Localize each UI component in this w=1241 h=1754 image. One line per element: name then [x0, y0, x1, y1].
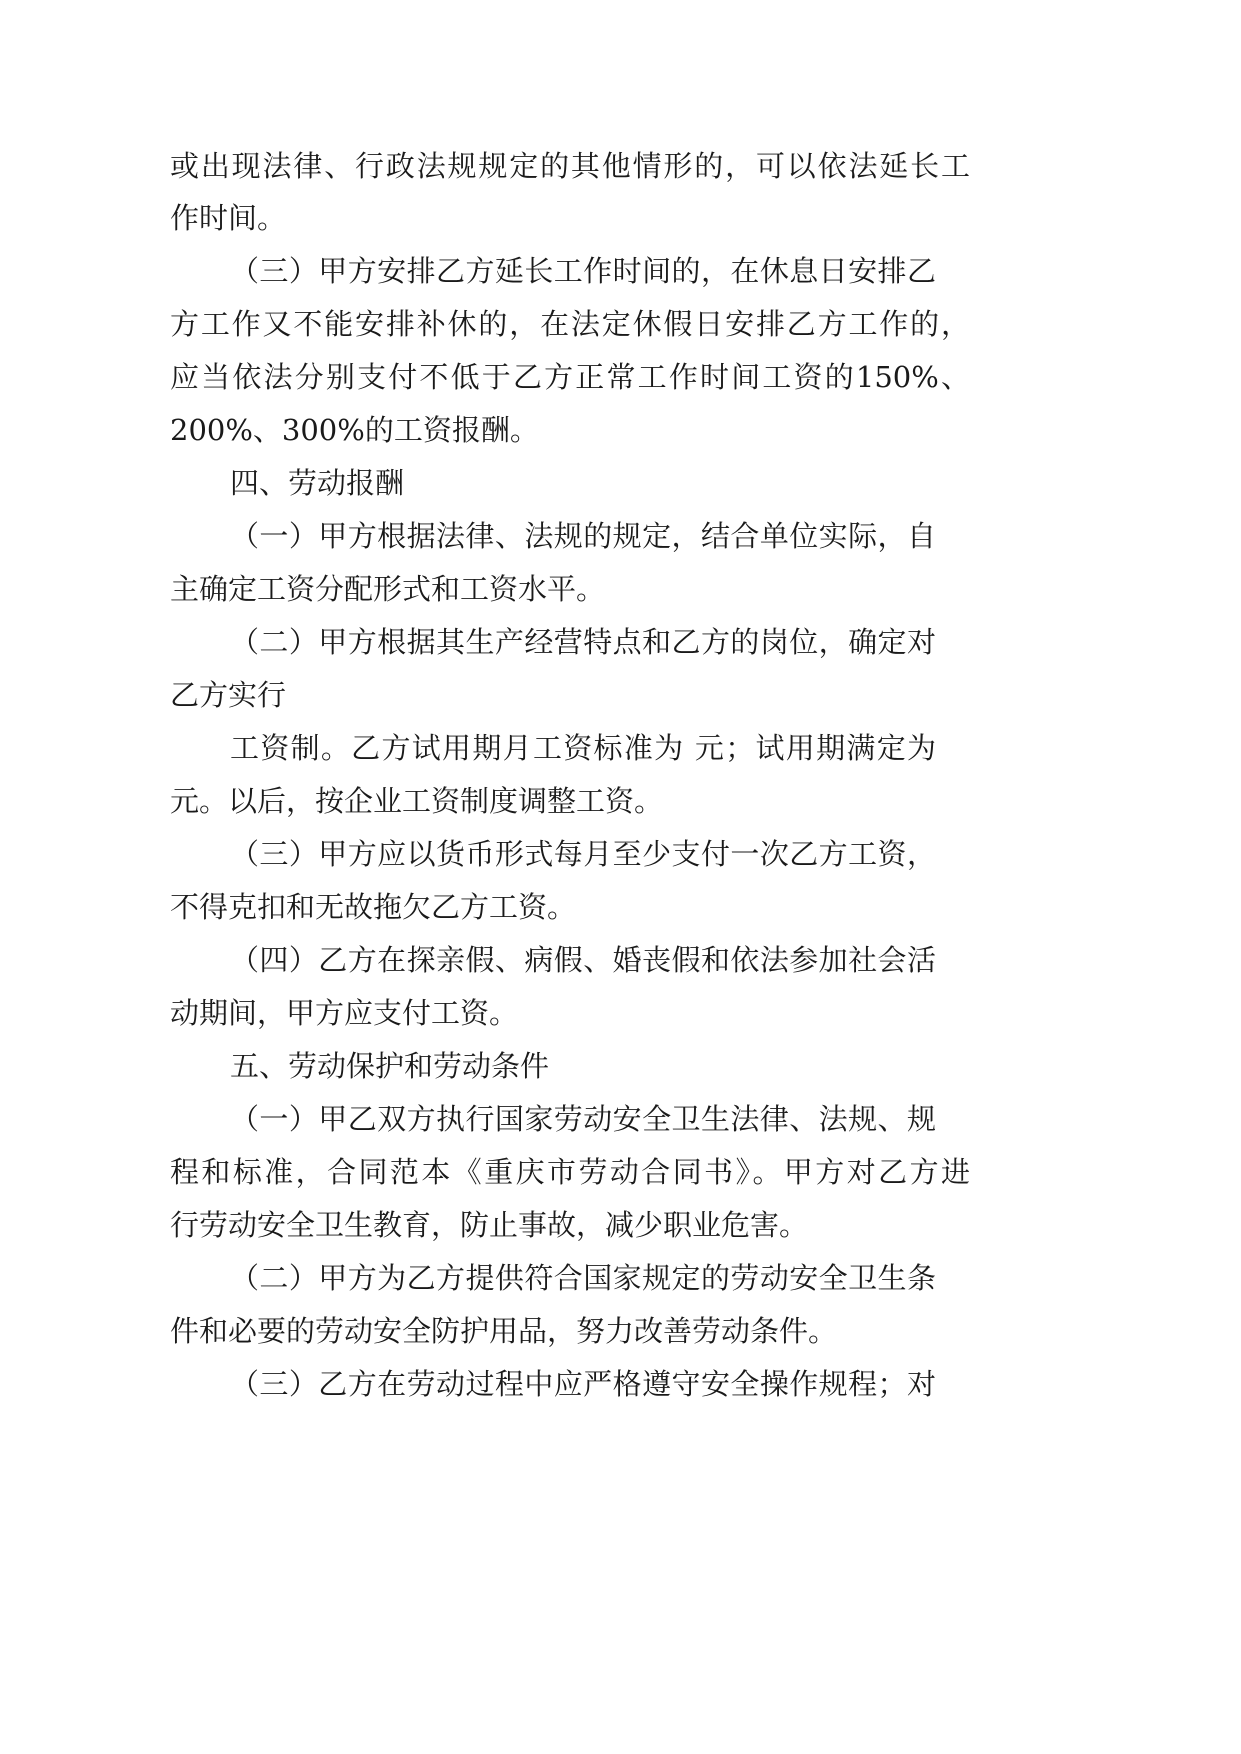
text-line: 程和标准，合同范本《重庆市劳动合同书》。甲方对乙方进 — [170, 1155, 970, 1189]
text-line: 200%、300%的工资报酬。 — [170, 413, 539, 447]
text-line: 工资制。乙方试用期月工资标准为 元；试用期满定为 — [230, 731, 936, 765]
text-line: （二）甲方根据其生产经营特点和乙方的岗位，确定对 — [230, 625, 936, 659]
section-heading: 四、劳动报酬 — [230, 466, 405, 500]
text-line: 或出现法律、行政法规规定的其他情形的，可以依法延长工 — [170, 149, 970, 183]
text-line: 方工作又不能安排补休的，在法定休假日安排乙方工作的， — [170, 307, 970, 341]
section-heading: 五、劳动保护和劳动条件 — [230, 1049, 550, 1083]
text-line: 主确定工资分配形式和工资水平。 — [170, 572, 606, 606]
text-line: 动期间，甲方应支付工资。 — [170, 996, 519, 1030]
text-line: 乙方实行 — [170, 678, 287, 712]
text-line: 作时间。 — [170, 201, 287, 235]
text-line: （三）乙方在劳动过程中应严格遵守安全操作规程；对 — [230, 1367, 936, 1401]
text-line: （一）甲方根据法律、法规的规定，结合单位实际，自 — [230, 519, 936, 553]
text-line: （二）甲方为乙方提供符合国家规定的劳动安全卫生条 — [230, 1261, 936, 1295]
text-line: 不得克扣和无故拖欠乙方工资。 — [170, 890, 577, 924]
text-line: 件和必要的劳动安全防护用品，努力改善劳动条件。 — [170, 1314, 838, 1348]
text-line: 行劳动安全卫生教育，防止事故，减少职业危害。 — [170, 1208, 809, 1242]
text-line: 应当依法分别支付不低于乙方正常工作时间工资的150%、 — [170, 360, 970, 394]
text-line: （四）乙方在探亲假、病假、婚丧假和依法参加社会活 — [230, 943, 936, 977]
text-line: 元。以后，按企业工资制度调整工资。 — [170, 784, 664, 818]
text-line: （三）甲方应以货币形式每月至少支付一次乙方工资， — [230, 837, 936, 871]
text-line: （三）甲方安排乙方延长工作时间的，在休息日安排乙 — [230, 254, 936, 288]
text-line: （一）甲乙双方执行国家劳动安全卫生法律、法规、规 — [230, 1102, 936, 1136]
